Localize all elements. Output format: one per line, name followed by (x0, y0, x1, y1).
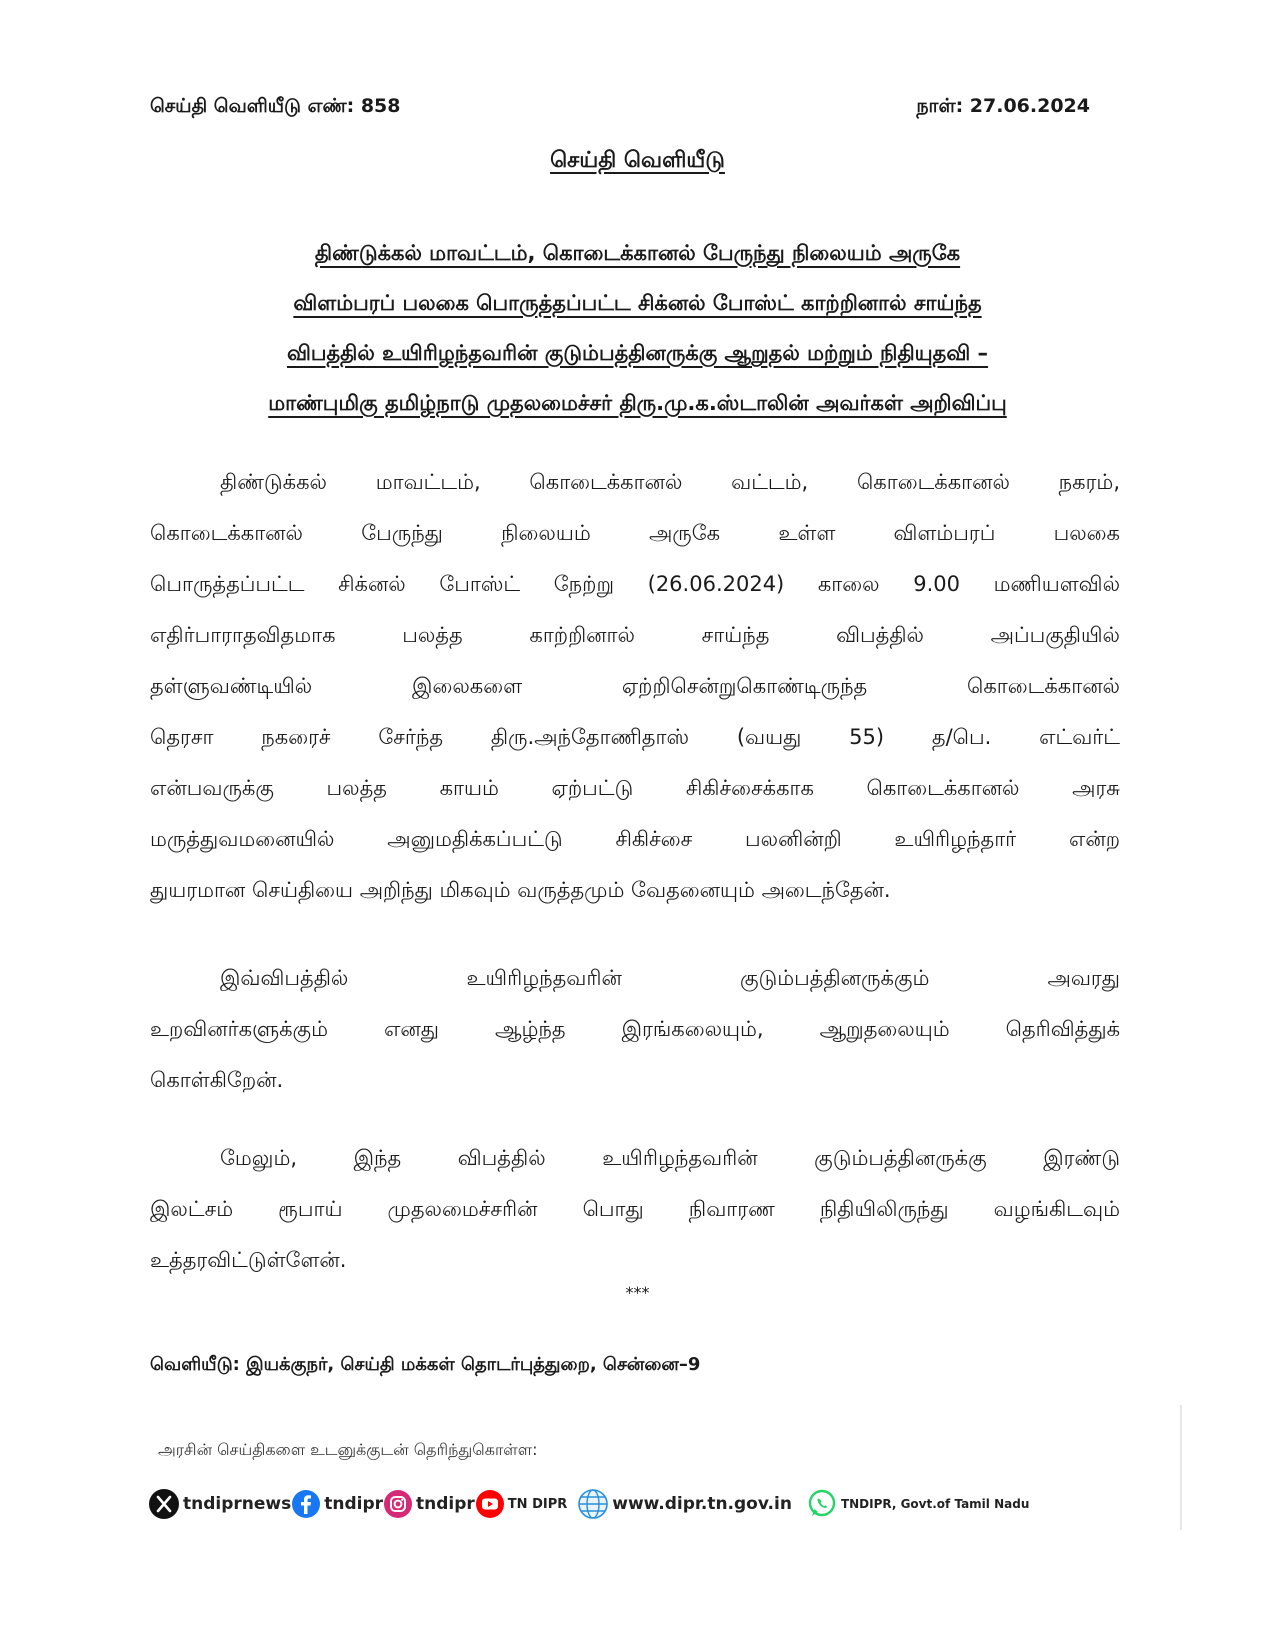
facebook-link[interactable] (291, 1489, 383, 1519)
paragraph-line: கொடைக்கானல் பேருந்து நிலையம் அருகே உள்ள விளம்பரப் பலகை (150, 521, 1120, 545)
release-number: செய்தி வெளியீடு எண்: 858 (150, 95, 401, 117)
paragraph-line: மேலும், இந்த விபத்தில் உயிரிழந்தவரின் குடும்பத்தினருக்கு இரண்டு (220, 1146, 1120, 1170)
youtube-icon (475, 1489, 505, 1519)
header-row (150, 92, 1090, 120)
headline-line: விளம்பரப் பலகை பொருத்தப்பட்ட சிக்னல் போஸ்ட் காற்றினால் சாய்ந்த (293, 291, 982, 315)
youtube-handle: TN DIPR (507, 1496, 568, 1512)
youtube-link[interactable] (475, 1489, 567, 1519)
paragraph-line: இலட்சம் ரூபாய் முதலமைச்சரின் பொது நிவாரண நிதியிலிருந்து வழங்கிடவும் (150, 1197, 1120, 1221)
separator-stars: *** (625, 1283, 650, 1302)
footer-note: அரசின் செய்திகளை உடனுக்குடன் தெரிந்துகொள்ள: (158, 1440, 538, 1459)
paragraph-line: திண்டுக்கல் மாவட்டம், கொடைக்கானல் வட்டம், கொடைக்கானல் நகரம், (220, 470, 1120, 494)
website-url: www.dipr.tn.gov.in (612, 1494, 792, 1514)
paragraph-line: என்பவருக்கு பலத்த காயம் ஏற்பட்டு சிகிச்சைக்காக கொடைக்கானல் அரசு (150, 776, 1120, 800)
footer-divider (1180, 1405, 1182, 1530)
paragraph-line: உத்தரவிட்டுள்ளேன். (150, 1248, 347, 1272)
page-title: செய்தி வெளியீடு (550, 148, 725, 173)
paragraph-line: துயரமான செய்தியை அறிந்து மிகவும் வருத்தமும் வேதனையும் அடைந்தேன். (150, 878, 891, 902)
body-paragraph-1 (150, 462, 1120, 921)
whatsapp-icon (806, 1488, 838, 1520)
release-credit: வெளியீடு: இயக்குநர், செய்தி மக்கள் தொடர்புத்துறை, சென்னை–9 (150, 1354, 701, 1375)
paragraph-line: தெரசா நகரைச் சேர்ந்த திரு.அந்தோணிதாஸ் (வயது 55) த/பெ. எட்வர்ட் (150, 725, 1120, 749)
x-handle: tndiprnews (183, 1494, 292, 1514)
body-paragraph-3 (150, 1138, 1120, 1291)
whatsapp-link[interactable] (806, 1488, 1029, 1520)
paragraph-line: பொருத்தப்பட்ட சிக்னல் போஸ்ட் நேற்று (26.06.2024) காலை 9.00 மணியளவில் (150, 572, 1120, 596)
paragraph-line: கொள்கிறேன். (150, 1068, 284, 1092)
paragraph-line: உறவினர்களுக்கும் எனது ஆழ்ந்த இரங்கலையும், ஆறுதலையும் தெரிவித்துக் (150, 1017, 1120, 1041)
instagram-icon (383, 1489, 413, 1519)
paragraph-line: மருத்துவமனையில் அனுமதிக்கப்பட்டு சிகிச்சை பலனின்றி உயிரிழந்தார் என்ற (150, 827, 1120, 851)
paragraph-line: எதிர்பாராதவிதமாக பலத்த காற்றினால் சாய்ந்த விபத்தில் அப்பகுதியில் (150, 623, 1120, 647)
facebook-handle: tndipr (324, 1494, 384, 1514)
x-icon (148, 1488, 180, 1520)
website-link[interactable] (577, 1488, 792, 1520)
body-paragraph-2 (150, 958, 1120, 1111)
release-date: நாள்: 27.06.2024 (916, 95, 1090, 117)
instagram-link[interactable] (383, 1489, 475, 1519)
headline-line: மாண்புமிகு தமிழ்நாடு முதலமைச்சர் திரு.மு.க.ஸ்டாலின் அவர்கள் அறிவிப்பு (268, 391, 1007, 415)
facebook-icon (291, 1489, 321, 1519)
whatsapp-handle: TNDIPR, Govt.of Tamil Nadu (840, 1497, 1030, 1511)
headline-line: விபத்தில் உயிரிழந்தவரின் குடும்பத்தினருக்கு ஆறுதல் மற்றும் நிதியுதவி – (286, 341, 989, 365)
social-links-bar (148, 1484, 1168, 1524)
headline-line: திண்டுக்கல் மாவட்டம், கொடைக்கானல் பேருந்து நிலையம் அருகே (314, 241, 961, 265)
paragraph-line: இவ்விபத்தில் உயிரிழந்தவரின் குடும்பத்தினருக்கும் அவரது (220, 966, 1120, 990)
paragraph-line: தள்ளுவண்டியில் இலைகளை ஏற்றிசென்றுகொண்டிருந்த கொடைக்கானல் (150, 674, 1120, 698)
instagram-handle: tndipr (416, 1494, 475, 1514)
x-link[interactable] (148, 1488, 291, 1520)
headline-block (160, 233, 1115, 433)
globe-icon (577, 1488, 609, 1520)
